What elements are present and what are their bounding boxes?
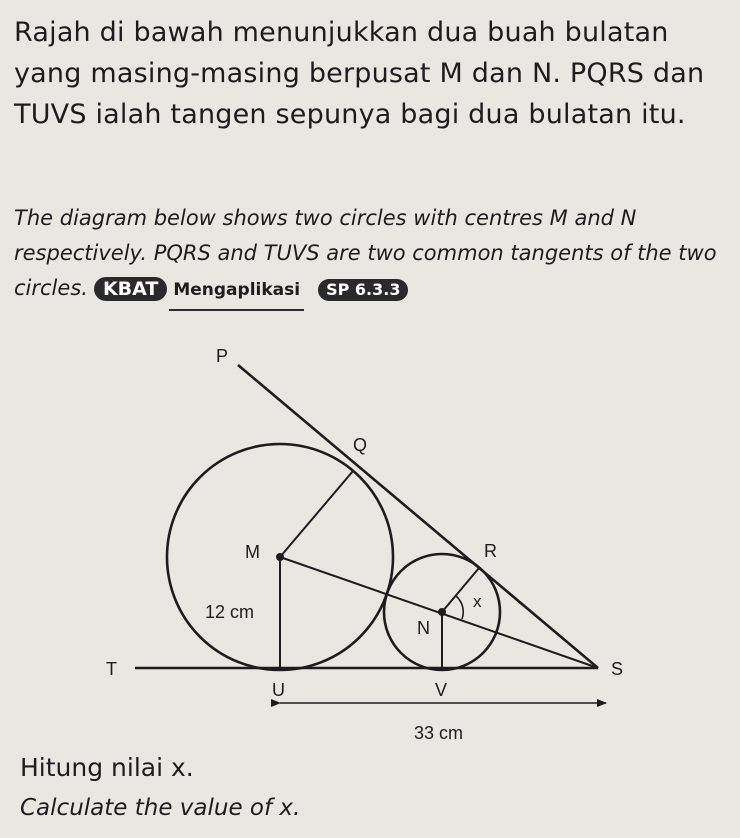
label-n: N [417, 618, 430, 638]
label-x: x [473, 592, 482, 611]
angle-x-arc [456, 596, 463, 619]
radius-mq [280, 471, 353, 557]
label-distance: 33 cm [414, 723, 464, 743]
label-r: R [484, 541, 497, 561]
intro-english: The diagram below shows two circles with centres M and N respectively. PQRS and TUVS are two common tangents of the two circles. [14, 206, 717, 300]
tangent-circles-diagram [0, 330, 740, 750]
label-s: S [611, 659, 624, 679]
sp-badge: SP 6.3.3 [318, 279, 408, 301]
label-p: P [216, 346, 229, 366]
centre-n-dot [438, 608, 446, 616]
centre-m-dot [276, 553, 284, 561]
intro-english-block [14, 201, 729, 311]
label-radius: 12 cm [205, 602, 255, 622]
intro-malay: Rajah di bawah menunjukkan dua buah bulatan yang masing-masing berpusat M dan N. PQRS dan TUVS ialah tangen sepunya bagi dua bulatan itu. [14, 17, 705, 130]
question-english: Calculate the value of x. [20, 795, 301, 821]
label-q: Q [353, 435, 368, 455]
kbat-badge: KBAT [94, 277, 167, 301]
label-t: T [106, 659, 117, 679]
label-m: M [245, 542, 260, 562]
tag-group [88, 276, 409, 300]
question-malay: Hitung nilai x. [20, 753, 194, 782]
label-u: U [272, 680, 285, 700]
label-v: V [435, 680, 448, 700]
skill-label: Mengaplikasi [169, 273, 304, 311]
